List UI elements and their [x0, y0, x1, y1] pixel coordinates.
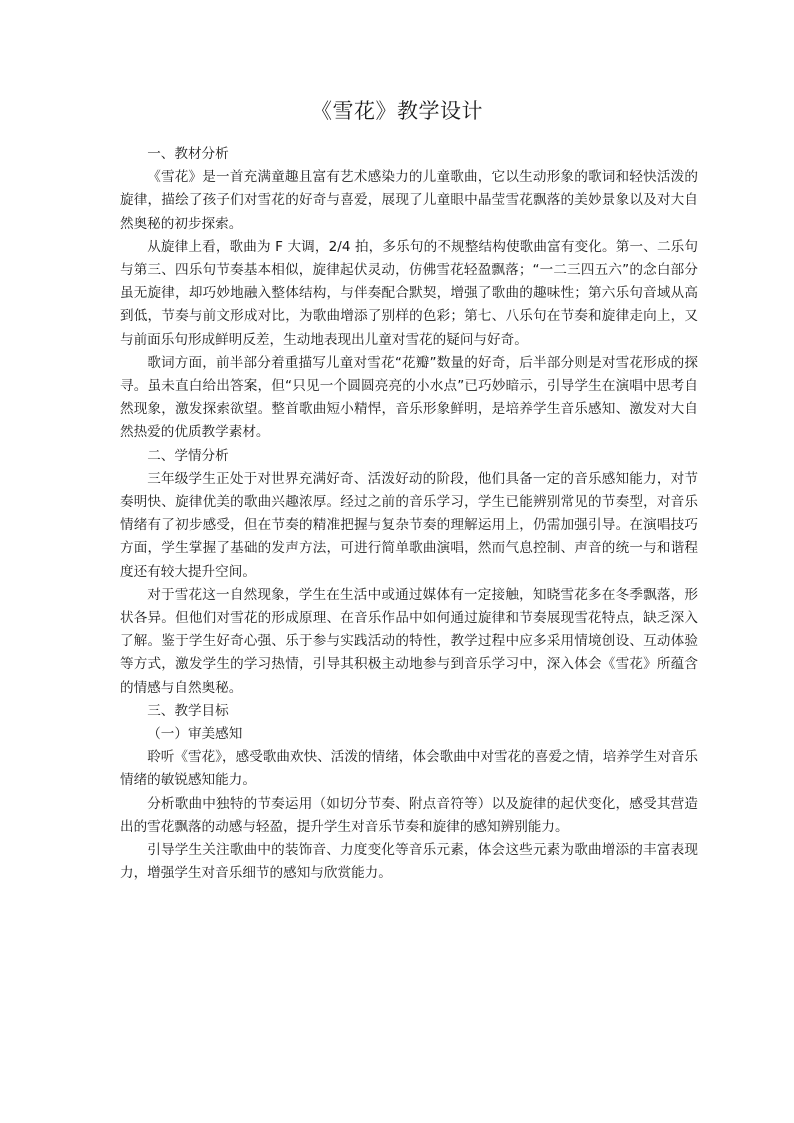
- document-title: 《雪花》教学设计: [311, 99, 483, 123]
- body-paragraph: 歌词方面，前半部分着重描写儿童对雪花“花瓣”数量的好奇，后半部分则是对雪花形成的探寻。虽未直白给出答案，但“只见一个圆圆亮亮的小水点”已巧妙暗示，引导学生在演唱中思考自然现象，激发探索欲望。整首歌曲短小精悍，音乐形象鲜明，是培养学生音乐感知、激发对大自然热爱的优质教学素材。: [120, 354, 698, 441]
- body-paragraph: 对于雪花这一自然现象，学生在生活中或通过媒体有一定接触，知晓雪花多在冬季飘落，形状各异。但他们对雪花的形成原理、在音乐作品中如何通过旋律和节奏展现雪花特点，缺乏深入了解。鉴于学生好奇心强、乐于参与实践活动的特性，教学过程中应多采用情境创设、互动体验等方式，激发学生的学习热情，引导其积极主动地参与到音乐学习中，深入体会《雪花》所蕴含的情感与自然奥秘。: [120, 586, 698, 696]
- document-body: [120, 143, 698, 886]
- body-paragraph: 《雪花》是一首充满童趣且富有艺术感染力的儿童歌曲，它以生动形象的歌词和轻快活泼的旋律，描绘了孩子们对雪花的好奇与喜爱，展现了儿童眼中晶莹雪花飘落的美妙景象以及对大自然奥秘的初步探索。: [120, 169, 698, 232]
- section-heading-teaching-goals: 三、教学目标: [147, 702, 229, 719]
- body-paragraph: 聆听《雪花》，感受歌曲欢快、活泼的情绪，体会歌曲中对雪花的喜爱之情，培养学生对音乐情绪的敏锐感知能力。: [120, 749, 698, 789]
- body-paragraph: 三年级学生正处于对世界充满好奇、活泼好动的阶段，他们具备一定的音乐感知能力，对节奏明快、旋律优美的歌曲兴趣浓厚。经过之前的音乐学习，学生已能辨别常见的节奏型，对音乐情绪有了初步感受，但在节奏的精准把握与复杂节奏的理解运用上，仍需加强引导。在演唱技巧方面，学生掌握了基础的发声方法，可进行简单歌曲演唱，然而气息控制、声音的统一与和谐程度还有较大提升空间。: [120, 470, 698, 580]
- section-heading-textbook-analysis: 一、教材分析: [147, 146, 229, 162]
- subsection-heading-aesthetic-perception: （一）审美感知: [147, 726, 243, 743]
- body-paragraph: 分析歌曲中独特的节奏运用（如切分节奏、附点音符等）以及旋律的起伏变化，感受其营造出的雪花飘落的动感与轻盈，提升学生对音乐节奏和旋律的感知辨别能力。: [120, 795, 698, 835]
- body-paragraph: 引导学生关注歌曲中的装饰音、力度变化等音乐元素，体会这些元素为歌曲增添的丰富表现力，增强学生对音乐细节的感知与欣赏能力。: [120, 842, 698, 882]
- section-heading-student-analysis: 二、学情分析: [147, 447, 229, 464]
- body-paragraph: 从旋律上看，歌曲为 F 大调，2/4 拍，多乐句的不规整结构使歌曲富有变化。第一、二乐句与第三、四乐句节奏基本相似，旋律起伏灵动，仿佛雪花轻盈飘落；“一二三四五六”的念白部分虽无旋律，却巧妙地融入整体结构，与伴奏配合默契，增强了歌曲的趣味性；第六乐句音域从高到低，节奏与前文形成对比，为歌曲增添了别样的色彩；第七、八乐句在节奏和旋律走向上，又与前面乐句形成鲜明反差，生动地表现出儿童对雪花的疑问与好奇。: [120, 238, 698, 348]
